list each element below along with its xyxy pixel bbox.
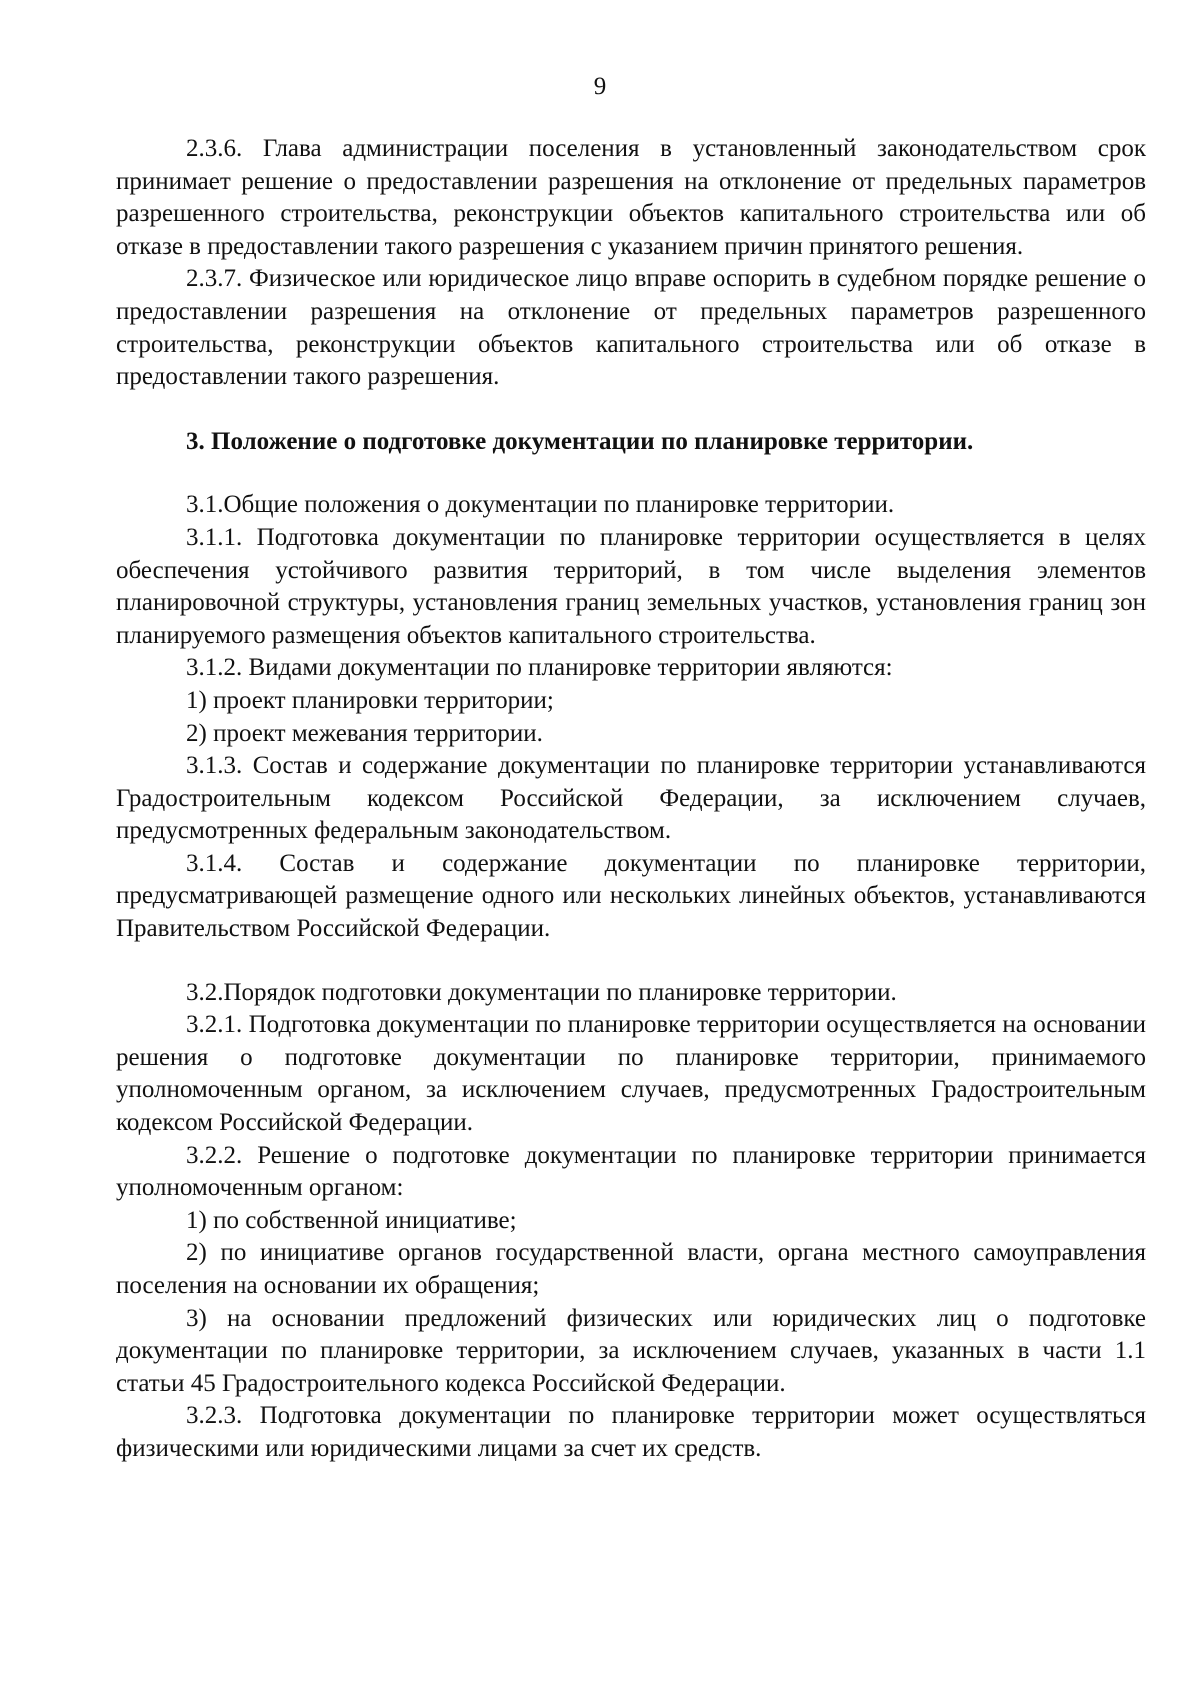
paragraph-2-3-6: 2.3.6. Глава администрации поселения в установленный законодательством срок принимает решение о предоставлении разрешения на отклонение от предельных параметров разрешенного строительства, реконструкции объектов капитального строительства или об отказе в предоставлении такого разрешения с указанием причин принятого решения.	[116, 135, 1146, 260]
paragraph-3-2: 3.2.Порядок подготовки документации по планировке территории.	[186, 978, 897, 1006]
page-number: 9	[593, 73, 607, 100]
list-item-3-2-2-3: 3) на основании предложений физических или юридических лиц о подготовке документации по планировке территории, за исключением случаев, указанных в части 1.1 статьи 45 Градостроительного кодекса Российской Федерации.	[116, 1304, 1146, 1397]
paragraph-3-1-4: 3.1.4. Состав и содержание документации по планировке территории, предусматривающей размещение одного или нескольких линейных объектов, устанавливаются Правительством Российской Федерации.	[116, 849, 1146, 943]
spacer	[116, 458, 1146, 489]
paragraph-3-1-1: 3.1.1. Подготовка документации по планировке территории осуществляется в целях обеспечения устойчивого развития территорий, в том числе выделения элементов планировочной структуры, установления границ земельных участков, установления границ зон планируемого размещения объектов капитального строительства.	[116, 523, 1146, 649]
list-item-3-1-2-1: 1) проект планировки территории;	[186, 686, 554, 714]
list-item-3-2-2-2: 2) по инициативе органов государственной власти, органа местного самоуправления поселения на основании их обращения;	[116, 1239, 1146, 1299]
paragraph-3-1-2: 3.1.2. Видами документации по планировке территории являются:	[186, 654, 893, 682]
list-item-3-1-2-2: 2) проект межевания территории.	[186, 719, 543, 747]
spacer	[116, 394, 1146, 426]
paragraph-3-1: 3.1.Общие положения о документации по планировке территории.	[186, 491, 895, 519]
list-item-3-2-2-1: 1) по собственной инициативе;	[186, 1206, 517, 1234]
paragraph-3-2-2: 3.2.2. Решение о подготовке документации по планировке территории принимается уполномоченным органом:	[116, 1141, 1146, 1202]
section-heading-3: 3. Положение о подготовке документации по планировке территории.	[186, 427, 974, 455]
paragraph-3-1-3: 3.1.3. Состав и содержание документации по планировке территории устанавливаются Градостроительным кодексом Российской Федерации, за исключением случаев, предусмотренных федеральным законодательством.	[116, 752, 1146, 845]
paragraph-3-2-3: 3.2.3. Подготовка документации по планировке территории может осуществляться физическими или юридическими лицами за счет их средств.	[116, 1402, 1146, 1462]
paragraph-2-3-7: 2.3.7. Физическое или юридическое лицо вправе оспорить в судебном порядке решение о предоставлении разрешения на отклонение от предельных параметров разрешенного строительства, реконструкции объектов капитального строительства или об отказе в предоставлении такого разрешения.	[116, 265, 1146, 391]
document-body	[116, 133, 1146, 1466]
paragraph-3-2-1: 3.2.1. Подготовка документации по планировке территории осуществляется на основании решения о подготовке документации по планировке территории, принимаемого уполномоченным органом, за исключением случаев, предусмотренных Градостроительным кодексом Российской Федерации.	[116, 1011, 1146, 1137]
spacer	[116, 946, 1146, 977]
